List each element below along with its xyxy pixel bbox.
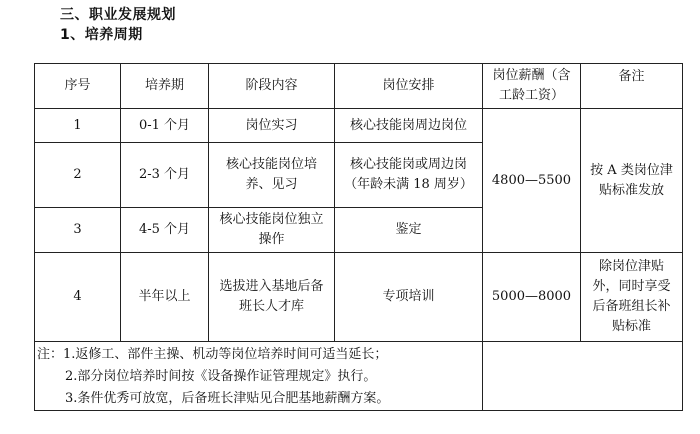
row-post: 核心技能岗周边岗位 — [335, 109, 483, 143]
note-line-1: 注：1.返修工、部件主操、机动等岗位培养时间可适当延长； — [37, 347, 388, 362]
row-period: 半年以上 — [121, 253, 209, 342]
table-row — [35, 253, 683, 342]
salary-group-1: 4800—5500 — [483, 109, 581, 253]
header-period: 培养期 — [121, 64, 209, 109]
row-post-line2: （年龄未满 18 周岁） — [344, 177, 473, 192]
header-salary-line2: 工龄工资） — [498, 88, 564, 103]
header-post: 岗位安排 — [335, 64, 483, 109]
row-post-line1: 核心技能岗或周边岗 — [349, 157, 467, 172]
notes-empty-cell — [483, 342, 683, 411]
row-no: 2 — [35, 143, 121, 208]
remark-group-2-line1: 除岗位津贴 — [598, 259, 664, 274]
remark-group-1 — [581, 109, 683, 253]
subsection-title: 1、培养周期 — [60, 27, 143, 43]
row-period: 2-3 个月 — [121, 143, 209, 208]
row-no: 1 — [35, 109, 121, 143]
row-content-line1: 核心技能岗位培 — [225, 157, 317, 172]
notes-cell — [35, 342, 483, 411]
remark-group-1-line1: 按 A 类岗位津 — [590, 162, 673, 178]
row-period: 0-1 个月 — [121, 109, 209, 143]
header-content: 阶段内容 — [209, 64, 335, 109]
row-content — [209, 208, 335, 253]
note-line-2: 2.部分岗位培养时间按《设备操作证管理规定》执行。 — [65, 369, 377, 384]
row-content-line1: 核心技能岗位独立 — [219, 212, 324, 227]
row-content-line1: 选拔进入基地后备 — [219, 279, 324, 294]
row-no: 3 — [35, 208, 121, 253]
row-content: 岗位实习 — [209, 109, 335, 143]
row-content — [209, 143, 335, 208]
row-period: 4-5 个月 — [121, 208, 209, 253]
header-row — [35, 64, 683, 109]
remark-group-2-line2: 外，同时享受 — [592, 279, 671, 294]
table-row — [35, 109, 683, 143]
row-content-line2: 养、见习 — [245, 177, 298, 192]
row-post: 专项培训 — [335, 253, 483, 342]
training-period-table — [34, 63, 683, 411]
header-remark: 备注 — [581, 64, 683, 109]
row-post: 鉴定 — [335, 208, 483, 253]
header-salary — [483, 64, 581, 109]
header-no: 序号 — [35, 64, 121, 109]
row-no: 4 — [35, 253, 121, 342]
row-content — [209, 253, 335, 342]
remark-group-2-line3: 后备班组长补 — [592, 299, 671, 314]
row-post — [335, 143, 483, 208]
note-line-3: 3.条件优秀可放宽，后备班长津贴见合肥基地薪酬方案。 — [65, 391, 390, 406]
notes-row — [35, 342, 683, 411]
remark-group-2-line4: 贴标准 — [611, 319, 651, 334]
remark-group-2 — [581, 253, 683, 342]
section-title: 三、职业发展规划 — [60, 7, 176, 23]
row-content-line2: 班长人才库 — [238, 299, 304, 314]
row-content-line2: 操作 — [258, 232, 285, 247]
header-salary-line1: 岗位薪酬（含 — [492, 68, 571, 83]
remark-group-1-line2: 贴标准发放 — [598, 182, 664, 198]
salary-group-2: 5000—8000 — [483, 253, 581, 342]
